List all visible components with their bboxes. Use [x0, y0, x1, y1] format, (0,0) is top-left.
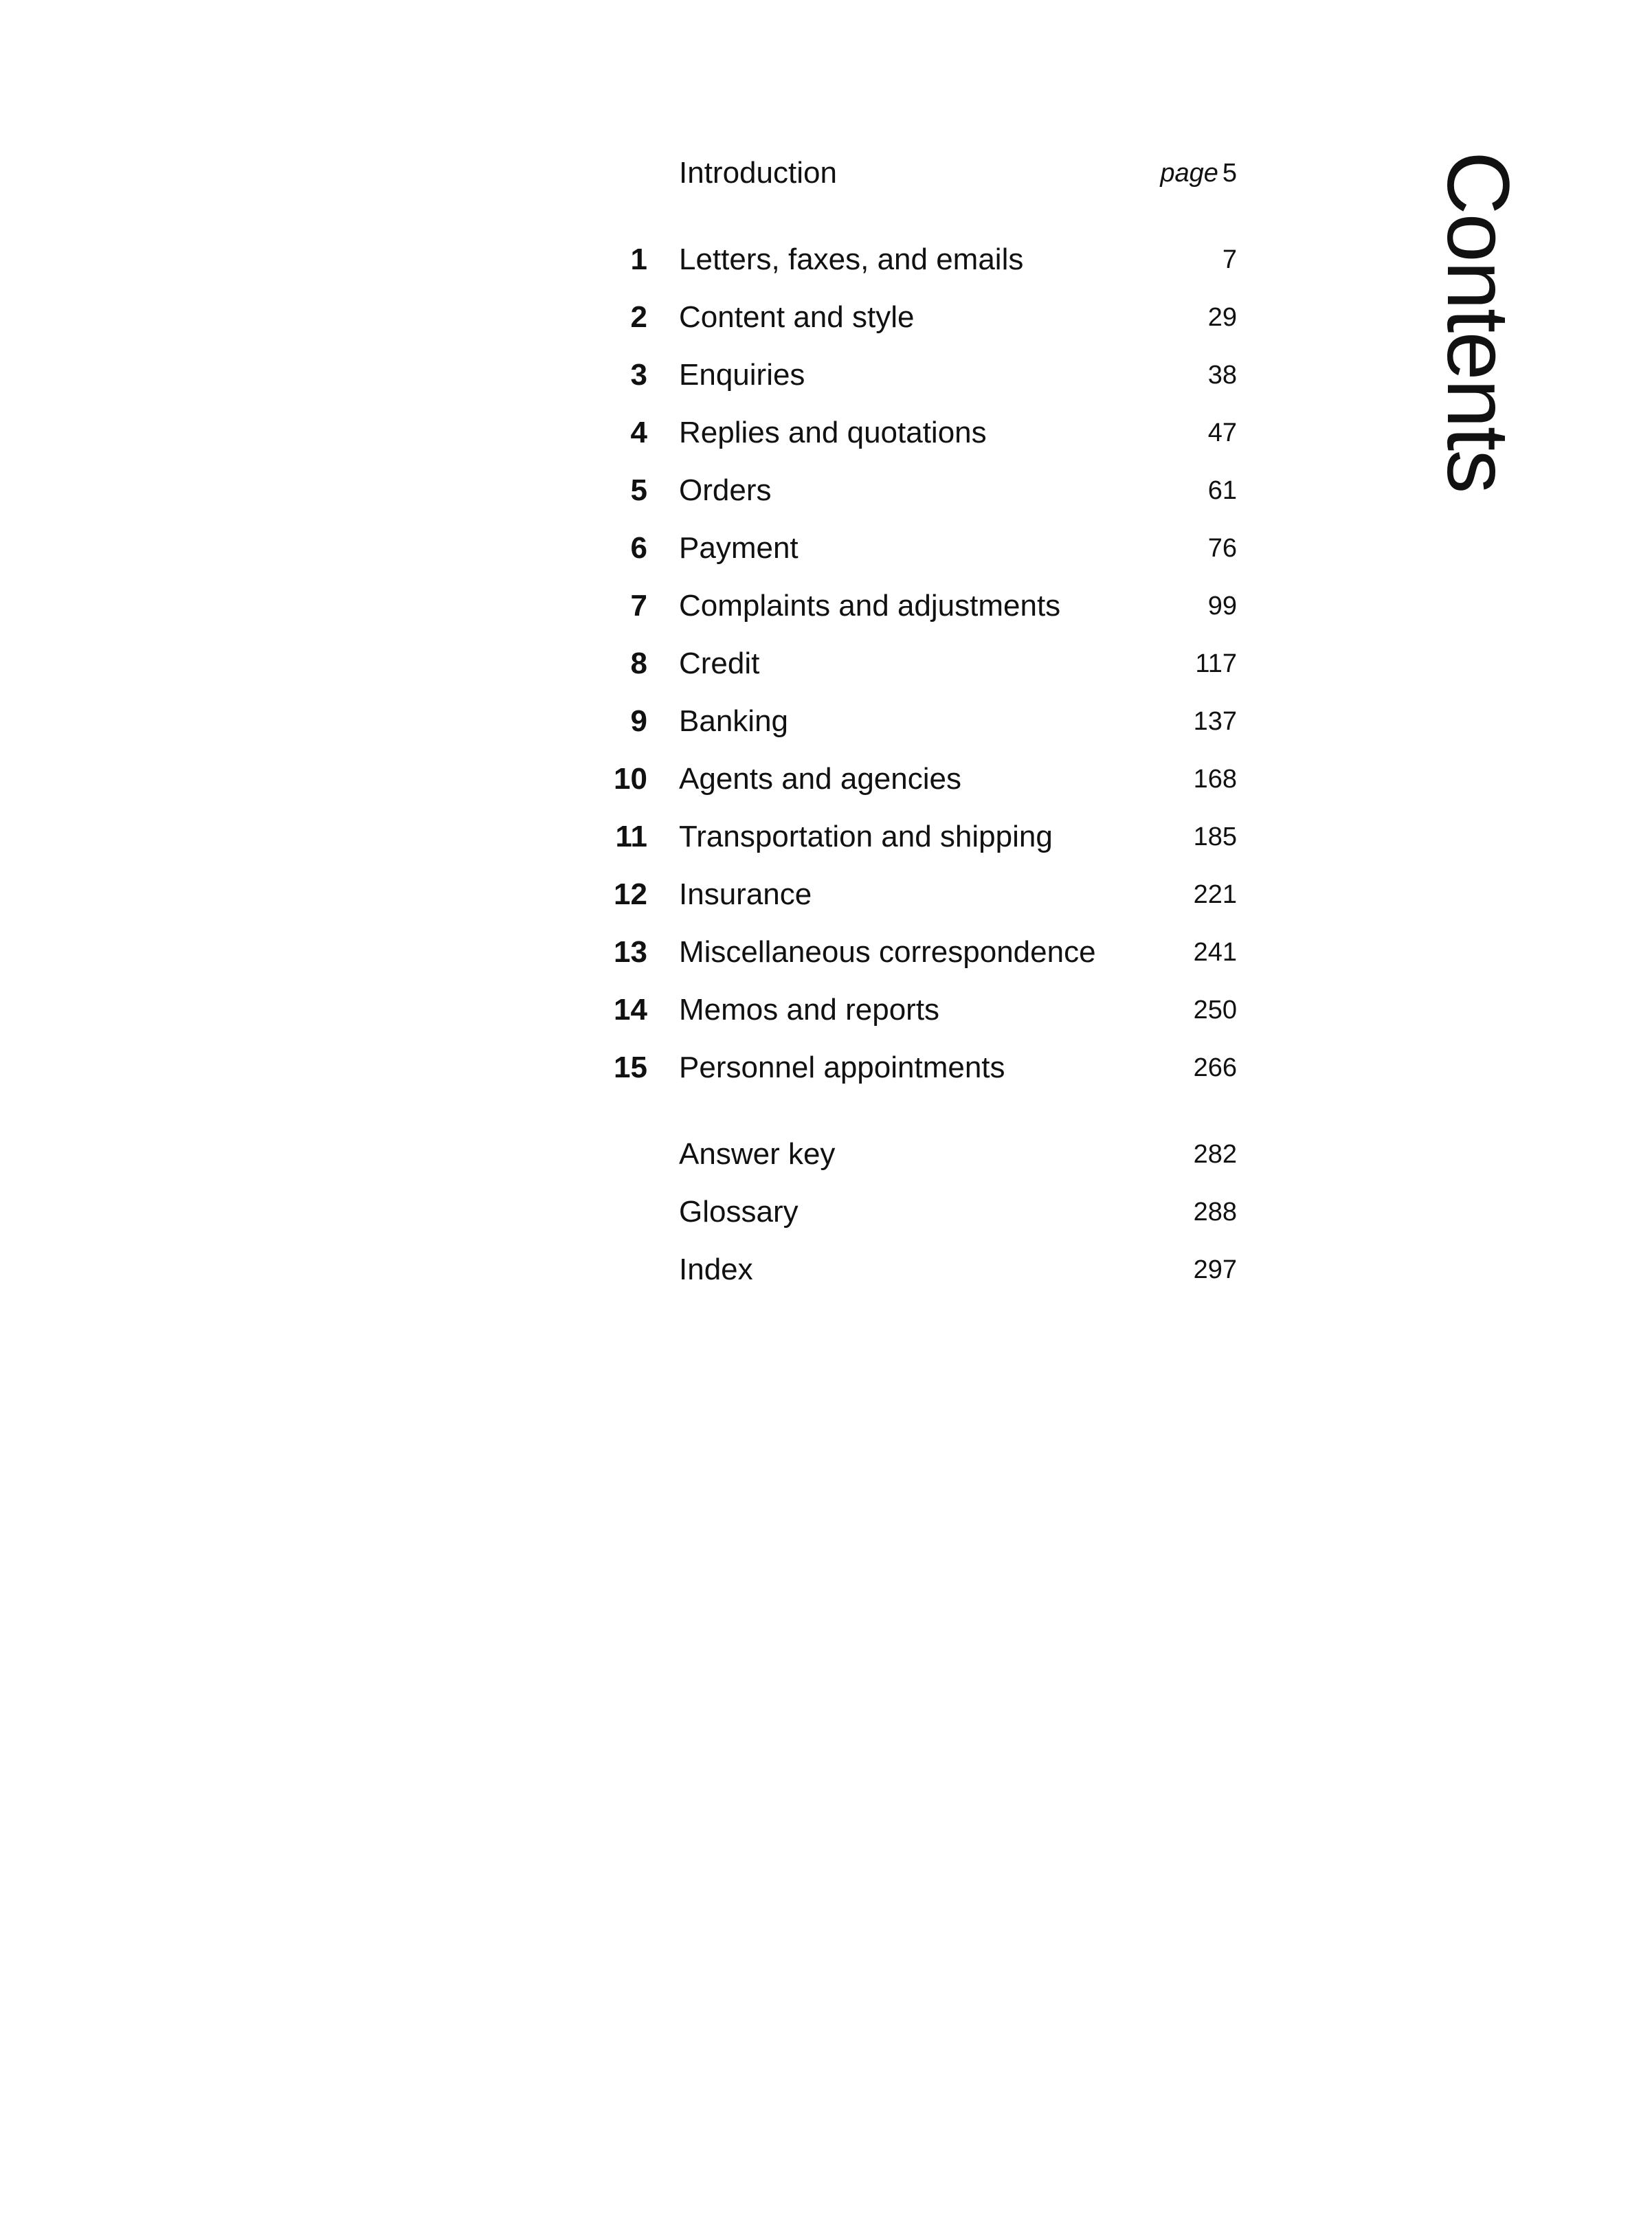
toc-chapter-row[interactable] [584, 289, 1237, 346]
chapter-page: 61 [1207, 476, 1237, 505]
chapter-number: 14 [614, 993, 647, 1027]
back-matter-list [584, 1125, 1237, 1299]
chapter-page: 168 [1193, 765, 1237, 794]
back-matter-title: Answer key [679, 1137, 836, 1171]
contents-heading: Contents [1429, 151, 1527, 493]
chapter-list [584, 231, 1237, 1097]
chapter-page: 250 [1193, 996, 1237, 1024]
chapter-number: 4 [630, 416, 647, 449]
toc-chapter-row[interactable] [584, 577, 1237, 635]
chapter-title: Complaints and adjustments [679, 589, 1061, 623]
chapter-number: 10 [614, 762, 647, 796]
toc-chapter-row[interactable] [584, 750, 1237, 808]
chapter-title: Transportation and shipping [679, 820, 1053, 853]
toc-chapter-row[interactable] [584, 231, 1237, 289]
back-matter-title: Index [679, 1253, 753, 1286]
chapter-title: Letters, faxes, and emails [679, 243, 1024, 276]
chapter-title: Personnel appointments [679, 1051, 1005, 1084]
chapter-page: 29 [1207, 303, 1237, 332]
chapter-title: Content and style [679, 300, 915, 334]
chapter-page: 185 [1193, 822, 1237, 851]
chapter-number: 9 [630, 704, 647, 738]
toc-chapter-row[interactable] [584, 808, 1237, 866]
chapter-title: Banking [679, 704, 789, 738]
back-matter-page: 288 [1193, 1198, 1237, 1226]
chapter-number: 5 [630, 473, 647, 507]
chapter-number: 15 [614, 1051, 647, 1084]
chapter-title: Orders [679, 473, 772, 507]
chapter-page: 99 [1207, 592, 1237, 620]
spacer [584, 1097, 1237, 1125]
chapter-page: 47 [1207, 418, 1237, 447]
chapter-page: 117 [1195, 649, 1237, 678]
chapter-page: 137 [1193, 707, 1237, 736]
chapter-page: 241 [1193, 938, 1237, 967]
chapter-title: Insurance [679, 877, 812, 911]
chapter-page: 76 [1207, 534, 1237, 563]
chapter-page: 221 [1193, 880, 1237, 909]
chapter-number: 7 [630, 589, 647, 623]
chapter-title: Payment [679, 531, 799, 565]
toc-chapter-row[interactable] [584, 462, 1237, 519]
toc-chapter-row[interactable] [584, 981, 1237, 1039]
page-prefix: page [1160, 159, 1218, 188]
chapter-number: 12 [614, 877, 647, 911]
back-matter-page: 297 [1193, 1255, 1237, 1284]
chapter-title: Credit [679, 647, 760, 680]
back-matter-title: Glossary [679, 1195, 799, 1229]
chapter-title: Enquiries [679, 358, 805, 392]
chapter-number: 6 [630, 531, 647, 565]
toc-chapter-row[interactable] [584, 1039, 1237, 1097]
chapter-page: 7 [1222, 245, 1237, 274]
toc-back-matter-row[interactable] [584, 1183, 1237, 1241]
toc-chapter-row[interactable] [584, 923, 1237, 981]
toc-chapter-row[interactable] [584, 635, 1237, 693]
toc-chapter-row[interactable] [584, 866, 1237, 923]
page-number: 5 [1222, 159, 1237, 188]
chapter-page: 38 [1207, 361, 1237, 390]
back-matter-page: 282 [1193, 1140, 1237, 1169]
toc-chapter-row[interactable] [584, 346, 1237, 404]
chapter-number: 13 [614, 935, 647, 969]
toc-back-matter-row[interactable] [584, 1241, 1237, 1299]
toc-intro-page [1160, 144, 1237, 202]
chapter-number: 8 [630, 647, 647, 680]
toc-intro-row[interactable] [584, 144, 1237, 202]
chapter-title: Miscellaneous correspondence [679, 935, 1096, 969]
table-of-contents [584, 144, 1237, 1299]
chapter-title: Memos and reports [679, 993, 940, 1027]
toc-chapter-row[interactable] [584, 404, 1237, 462]
toc-intro-title: Introduction [679, 156, 837, 190]
chapter-page: 266 [1193, 1053, 1237, 1082]
chapter-number: 1 [630, 243, 647, 276]
chapter-title: Agents and agencies [679, 762, 961, 796]
chapter-number: 3 [630, 358, 647, 392]
toc-chapter-row[interactable] [584, 519, 1237, 577]
chapter-title: Replies and quotations [679, 416, 987, 449]
toc-chapter-row[interactable] [584, 693, 1237, 750]
chapter-number: 2 [630, 300, 647, 334]
chapter-number: 11 [615, 820, 647, 853]
toc-back-matter-row[interactable] [584, 1125, 1237, 1183]
